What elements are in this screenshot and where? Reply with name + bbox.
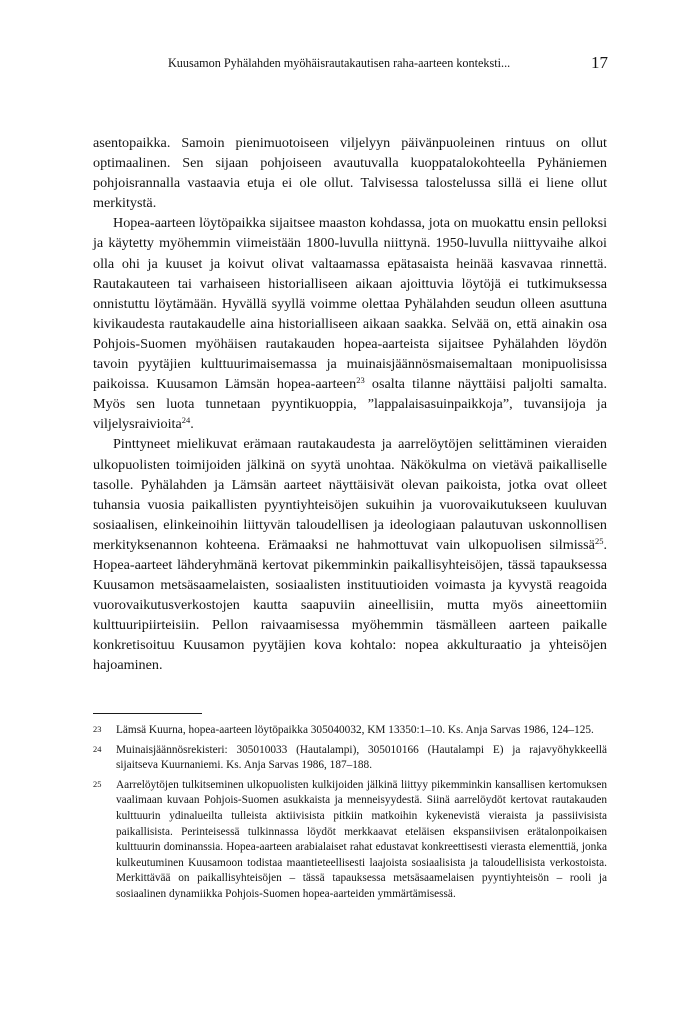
paragraph-1: asentopaikka. Samoin pienimuotoiseen viljelyyn päivänpuoleinen rintuus on ollut optimaalinen. Sen sijaan pohjoiseen avautuvalla kuoppatalokohteella Pyhäniemen pohjoisrannalla vastaavia etuja ei ole ollut. Talvisessa talostelussa sillä ei liene ollut merkitystä.: [93, 135, 607, 212]
footnote-25: [93, 778, 607, 903]
footnotes: [93, 723, 607, 907]
footnote-ref-24[interactable]: 24: [181, 415, 191, 426]
paragraph-2: [93, 213, 607, 434]
paragraph-3: [93, 434, 607, 675]
footnote-separator: [93, 713, 202, 714]
paragraph-3-text-cont: . Hopea-aarteet lähderyhmänä kertovat pikemminkin paikallisyhteisöjen, tässä tapauksessa Kuusamon metsäsaamelaisten, sosiaalisten instituutioiden voimasta ja kyvystä reagoida vuorovaikutusverkostojen kautta saapuviin aineellisiin, mutta myös aineettomiin kulttuuripiirteisiin. Pellon raivaamisessa myöhemmin täsmälleen aarteen paikalle konkretisoituu Kuusamon pyytäjien kova kohtalo: nopea akkulturaatio ja yhteisöjen hajoaminen.: [93, 536, 607, 674]
page-number: 17: [591, 53, 608, 72]
footnote-24: [93, 743, 607, 774]
paragraph-2-text-cont: osalta tilanne näyttäisi paljolti samalta. Myös sen luota tunnetaan pyyntikuoppia, ”lappalaisasuinpaikkoja”, tuvansijoja ja viljelysraivioita: [93, 376, 607, 433]
footnote-23: [93, 723, 607, 739]
paragraph-2-end: .: [190, 416, 194, 433]
paragraph-3-text: Pinttyneet mielikuvat erämaan rautakaudesta ja aarrelöytöjen selittäminen vieraiden ulkopuolisten toimijoiden jälkinä on syytä unohtaa. Näkökulma on vietävä paikalliselle tasolle. Pyhälahden ja Lämsän aarteet näyttäisivät olevan paikoista, jotka ovat olleet tuhansia vuosia paikallisten pyyntiyhteisöjen sukuihin ja vuorovaikutukseen kuuluvan sosiaalisen, elinkeinoihin liittyvän taloudellisen ja ideologiaan palautuvan uskonnollisen merkityksenannon kohteena. Erämaaksi ne hahmottuvat vain ulkopuolisen silmissä: [93, 436, 607, 553]
paragraph-2-text: Hopea-aarteen löytöpaikka sijaitsee maaston kohdassa, jota on muokattu ensin pelloksi ja käytetty myöhemmin viimeistään 1800-luvulla niittynä. 1950-luvulla niittyvaihe alkoi olla ohi ja kuuset ja koivut olivat valtaamassa epätasaista heinää kasvavaa rinnettä. Rautakauteen tai varhaiseen historialliseen aikaan ajoittuvia löytöjä ei tutkimuksessa onnistuttu löytämään. Hyvällä syyllä voimme olettaa Pyhälahden seudun olleen asuttuna kivikaudesta rautakaudelle aina historialliseen aikaan saakka. Selvää on, että ainakin osa Pohjois-Suomen myöhäisen rautakauden hopea-aarteista sijaitsee Pyhälahden löydön tavoin pyytäjien kulttuurimaisemassa ja muinaisjäännösmaisemaltaan monipuolisissa paikoissa. Kuusamon Lämsän hopea-aarteen: [93, 215, 607, 393]
footnote-ref-23[interactable]: 23: [356, 375, 365, 386]
footnote-text: Aarrelöytöjen tulkitseminen ulkopuolisten kulkijoiden jälkinä liittyy pikemminkin kansallisen kertomuksen vaalimaan kuvaan Pohjois-Suomen asukkaista ja menneisyydestä. Siinä aarrelöydöt kertovat rautakauden kulttuurin ydinalueilta tulleista aktiivisista pitkiin matkoihin kykenevistä vieraista ja passiivisista paikallisista. Perinteisessä tulkinnassa löydöt merkkaavat eteläisen ekspansiivisen erätalonpoikaisen kulttuurin dominanssia. Hopea-aarteen arabialaiset rahat edustavat konkreettisesti vierasta elementtiä, jonka kulkeutuminen Kuusamoon todistaa maantieteellisesti laajoista sosiaalisista ja taloudellisista verkostoista. Merkittävää on paikallisyhteisöjen – tässä tapauksessa metsäsaamelaisen pyyntiyhteisön – rooli ja sosiaalinen dynamiikka Pohjois-Suomen hopea-aarteiden ymmärtämisessä.: [116, 778, 607, 900]
footnote-ref-25[interactable]: 25: [594, 535, 604, 546]
footnote-text: Muinaisjäännösrekisteri: 305010033 (Hautalampi), 305010166 (Hautalampi E) ja rajavyöhykkeellä sijaitseva Kuurnaniemi. Ks. Anja Sarvas 1986, 187–188.: [116, 743, 607, 772]
footnote-number: 23: [93, 725, 102, 734]
footnote-text: Lämsä Kuurna, hopea-aarteen löytöpaikka 305040032, KM 13350:1–10. Ks. Anja Sarvas 1986, 124–125.: [116, 724, 594, 736]
main-text: [93, 133, 607, 676]
footnote-number: 25: [93, 779, 102, 789]
running-title: Kuusamon Pyhälahden myöhäisrautakautisen raha-aarteen konteksti...: [168, 56, 511, 70]
footnote-number: 24: [93, 744, 102, 754]
